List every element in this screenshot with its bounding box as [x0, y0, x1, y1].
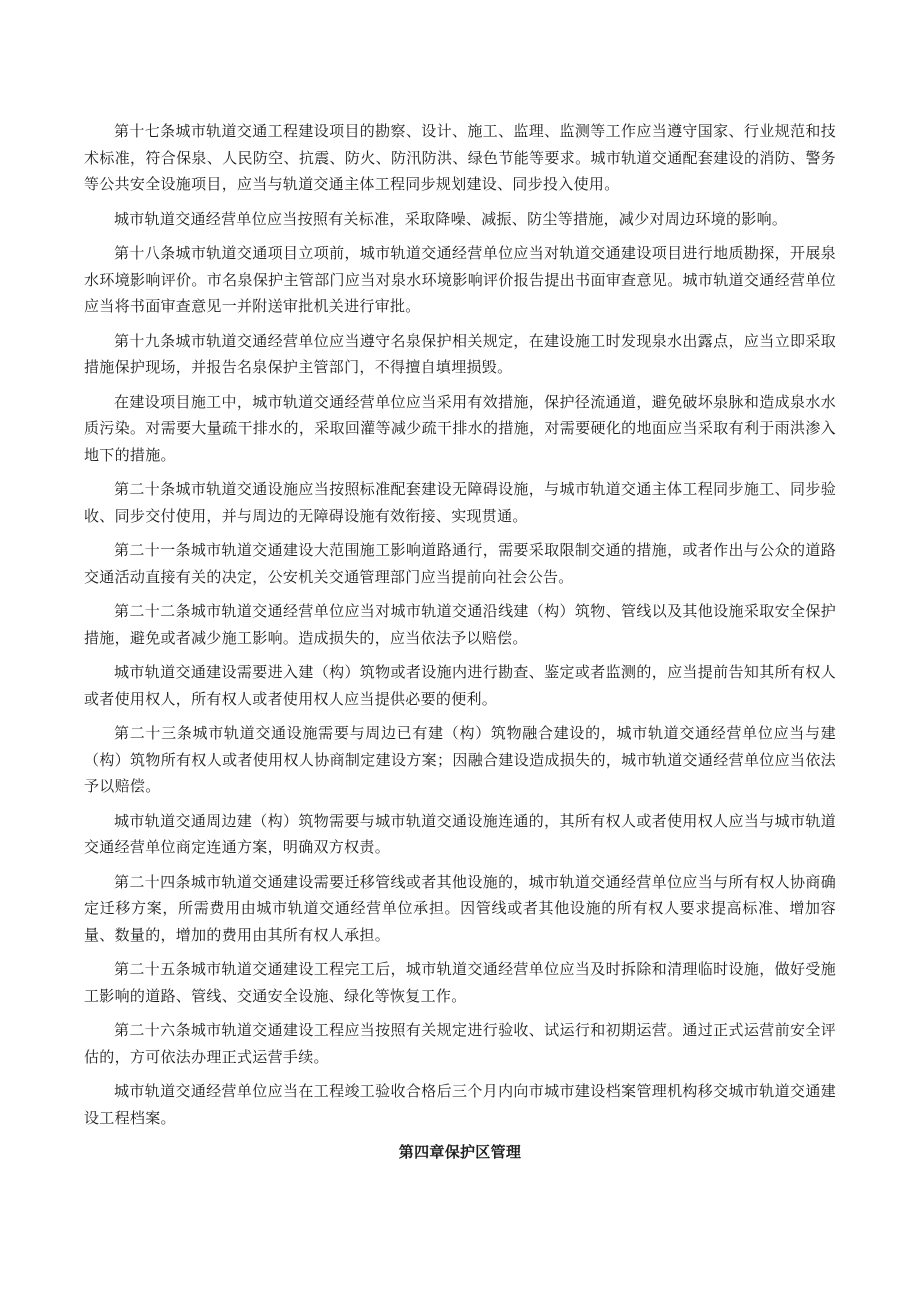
article-18-paragraph: 第十八条城市轨道交通项目立项前，城市轨道交通经营单位应当对轨道交通建设项目进行地质勘探，开展泉水环境影响评价。市名泉保护主管部门应当对泉水环境影响评价报告提出书面审查意见。城市轨道交通经营单位应当将书面审查意见一并附送审批机关进行审批。	[84, 244, 836, 315]
article-23-connection-paragraph: 城市轨道交通周边建（构）筑物需要与城市轨道交通设施连通的，其所有权人或者使用权人应当与城市轨道交通经营单位商定连通方案，明确双方权责。	[84, 811, 836, 856]
article-25-paragraph: 第二十五条城市轨道交通建设工程完工后，城市轨道交通经营单位应当及时拆除和清理临时设施，做好受施工影响的道路、管线、交通安全设施、绿化等恢复工作。	[84, 960, 836, 1005]
article-17-paragraph: 第十七条城市轨道交通工程建设项目的勘察、设计、施工、监理、监测等工作应当遵守国家、行业规范和技术标准，符合保泉、人民防空、抗震、防火、防汛防洪、绿色节能等要求。城市轨道交通配套建设的消防、警务等公共安全设施项目，应当与轨道交通主体工程同步规划建设、同步投入使用。	[84, 122, 836, 193]
article-23-paragraph: 第二十三条城市轨道交通设施需要与周边已有建（构）筑物融合建设的，城市轨道交通经营单位应当与建（构）筑物所有权人或者使用权人协商制定建设方案；因融合建设造成损失的，城市轨道交通经营单位应当依法予以赔偿。	[84, 724, 836, 795]
chapter-title: 第四章保护区管理	[398, 1143, 522, 1161]
article-22-paragraph: 第二十二条城市轨道交通经营单位应当对城市轨道交通沿线建（构）筑物、管线以及其他设施采取安全保护措施，避免或者减少施工影响。造成损失的，应当依法予以赔偿。	[84, 602, 836, 647]
article-24-paragraph: 第二十四条城市轨道交通建设需要迁移管线或者其他设施的，城市轨道交通经营单位应当与所有权人协商确定迁移方案，所需费用由城市轨道交通经营单位承担。因管线或者其他设施的所有权人要求提高标准、增加容量、数量的，增加的费用由其所有权人承担。	[84, 872, 836, 944]
article-21-paragraph: 第二十一条城市轨道交通建设大范围施工影响道路通行，需要采取限制交通的措施，或者作出与公众的道路交通活动直接有关的决定，公安机关交通管理部门应当提前向社会公告。	[84, 541, 836, 586]
article-26-archive-paragraph: 城市轨道交通经营单位应当在工程竣工验收合格后三个月内向市城市建设档案管理机构移交城市轨道交通建设工程档案。	[84, 1082, 836, 1127]
article-20-paragraph: 第二十条城市轨道交通设施应当按照标准配套建设无障碍设施，与城市轨道交通主体工程同步施工、同步验收、同步交付使用，并与周边的无障碍设施有效衔接、实现贯通。	[84, 480, 836, 525]
article-22-access-paragraph: 城市轨道交通建设需要进入建（构）筑物或者设施内进行勘查、鉴定或者监测的，应当提前告知其所有权人或者使用权人，所有权人或者使用权人应当提供必要的便利。	[84, 663, 836, 708]
article-19-paragraph: 第十九条城市轨道交通经营单位应当遵守名泉保护相关规定，在建设施工时发现泉水出露点，应当立即采取措施保护现场，并报告名泉保护主管部门，不得擅自填埋损毁。	[84, 331, 836, 376]
article-26-paragraph: 第二十六条城市轨道交通建设工程应当按照有关规定进行验收、试运行和初期运营。通过正式运营前安全评估的，方可依法办理正式运营手续。	[84, 1021, 836, 1066]
article-17-noise-paragraph: 城市轨道交通经营单位应当按照有关标准，采取降噪、减振、防尘等措施，减少对周边环境的影响。	[114, 209, 788, 228]
article-19-construction-paragraph: 在建设项目施工中，城市轨道交通经营单位应当采用有效措施，保护径流通道，避免破坏泉脉和造成泉水水质污染。对需要大量疏干排水的，采取回灌等减少疏干排水的措施，对需要硬化的地面应当采取有利于雨洪渗入地下的措施。	[84, 392, 836, 464]
